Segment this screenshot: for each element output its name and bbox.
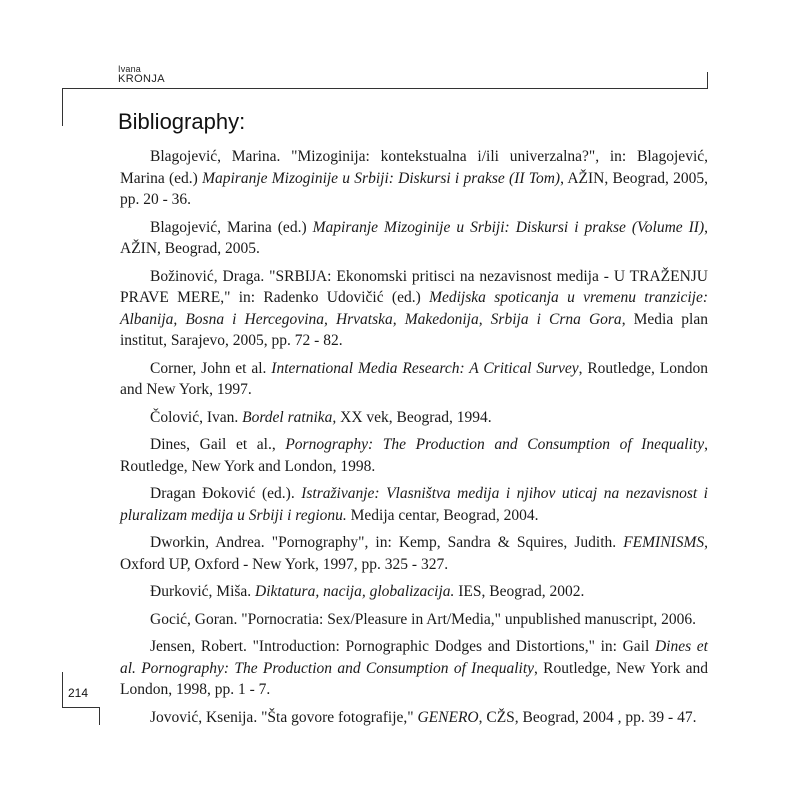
bibliography-entry: Jensen, Robert. "Introduction: Pornographic Dodges and Distortions," in: Gail Dines et al. Pornography: The Production and Consumption of Inequality, Routledge, New York and London, 1998, pp. 1 - 7. (120, 638, 708, 698)
bibliography-list (120, 146, 708, 734)
bibliography-entry: Gocić, Goran. "Pornocratia: Sex/Pleasure in Art/Media," unpublished manuscript, 2006. (150, 610, 697, 628)
header-author-first-name: Ivana (118, 64, 142, 74)
bibliography-entry: Corner, John et al. International Media Research: A Critical Survey, Routledge, London and New York, 1997. (120, 359, 709, 398)
bibliography-entry: Dines, Gail et al., Pornography: The Production and Consumption of Inequality, Routledge, New York and London, 1998. (120, 436, 708, 475)
bibliography-entry: Božinović, Draga. "SRBIJA: Ekonomski pritisci na nezavisnost medija - U TRAŽENJU PRAVE MERE," in: Radenko Udovičić (ed.) Medijska spoticanja u vremenu tranzicije: Albanija, Bosna i Hercegovina, Hrvatska, Makedonija, Srbija i Crna Gora, Media plan institut, Sarajevo, 2005, pp. 72 - 82. (120, 267, 708, 349)
bibliography-entry: Đurković, Miša. Diktatura, nacija, globalizacija. IES, Beograd, 2002. (150, 583, 585, 600)
footer-rule-right-tick (99, 707, 100, 725)
bibliography-entry: Blagojević, Marina (ed.) Mapiranje Mizoginije u Srbiji: Diskursi i prakse (Volume II), AŽIN, Beograd, 2005. (120, 218, 708, 257)
header-rule-right-tick (707, 72, 708, 89)
header-rule-left-tick (62, 88, 63, 126)
bibliography-entry: Dworkin, Andrea. "Pornography", in: Kemp, Sandra & Squires, Judith. FEMINISMS, Oxford UP, Oxford - New York, 1997, pp. 325 - 327. (120, 534, 708, 573)
footer-rule (62, 707, 100, 708)
bibliography-entry: Jovović, Ksenija. "Šta govore fotografije," GENERO, CŽS, Beograd, 2004 , pp. 39 - 47. (150, 708, 697, 726)
bibliography-entry: Blagojević, Marina. "Mizoginija: kontekstualna i/ili univerzalna?", in: Blagojević, Marina (ed.) Mapiranje Mizoginije u Srbiji: Diskursi i prakse (II Tom), AŽIN, Beograd, 2005, pp. 20 - 36. (120, 148, 709, 208)
bibliography-entry: Dragan Đoković (ed.). Istraživanje: Vlasništva medija i njihov uticaj na nezavisnost i pluralizam medija u Srbiji i regionu. Medija centar, Beograd, 2004. (120, 485, 708, 524)
bibliography-entry: Čolović, Ivan. Bordel ratnika, XX vek, Beograd, 1994. (150, 408, 492, 426)
footer-rule-left-tick (62, 672, 63, 708)
header-author-last-name: KRONJA (118, 73, 166, 85)
section-title: Bibliography: (118, 108, 246, 134)
page-number: 214 (68, 686, 89, 700)
header-rule (62, 88, 708, 89)
